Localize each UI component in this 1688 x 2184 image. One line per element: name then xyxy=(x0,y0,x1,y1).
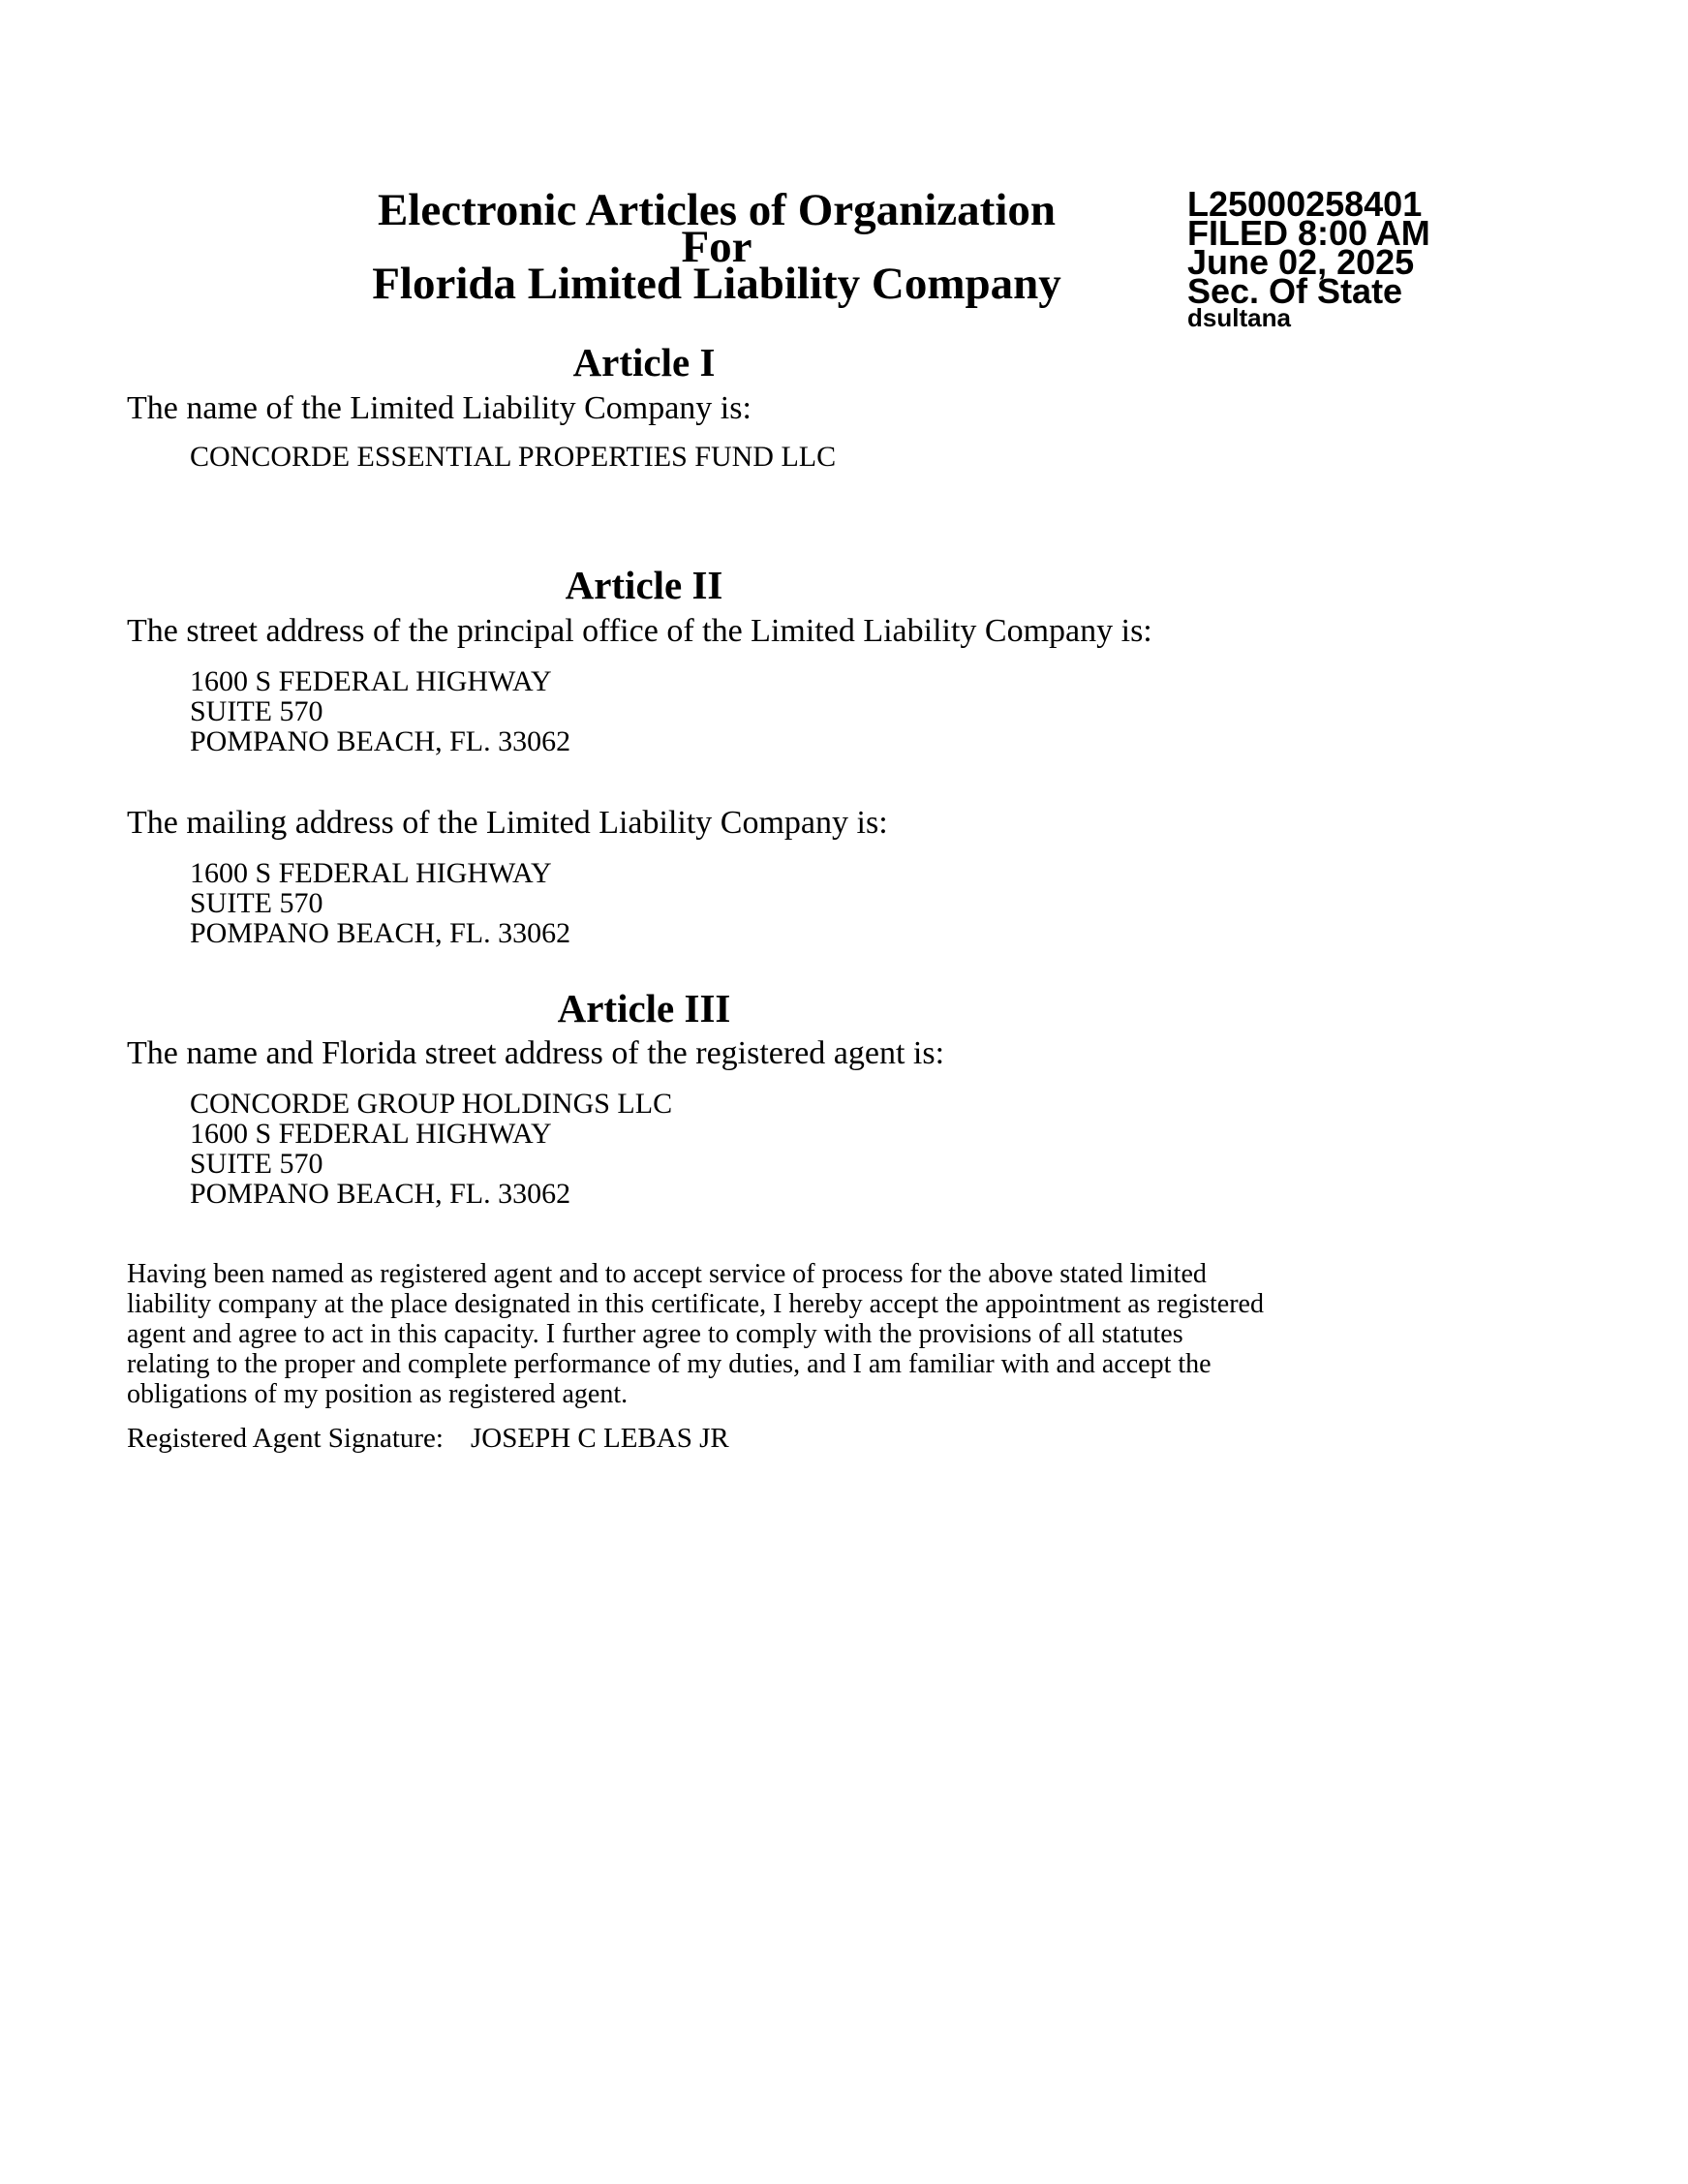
agent-acceptance-statement xyxy=(127,1259,1502,1409)
filed-time: FILED 8:00 AM xyxy=(1187,213,1430,253)
title-line-1: Electronic Articles of Organization xyxy=(377,185,1057,235)
address-line: 1600 S FEDERAL HIGHWAY xyxy=(190,665,552,697)
statement-line: obligations of my position as registered agent. xyxy=(127,1379,629,1409)
statement-line: agent and agree to act in this capacity. I further agree to comply with the provisions of all statutes xyxy=(127,1319,1183,1349)
title-line-2: For xyxy=(681,222,752,272)
article-2-heading: Article II xyxy=(565,563,723,607)
principal-office-lead: The street address of the principal office of the Limited Liability Company is: xyxy=(127,613,1152,649)
address-line: POMPANO BEACH, FL. 33062 xyxy=(190,725,571,757)
filing-office: Sec. Of State xyxy=(1187,271,1403,311)
document-title xyxy=(310,185,1123,309)
company-name-text: CONCORDE ESSENTIAL PROPERTIES FUND LLC xyxy=(190,441,837,473)
address-line: POMPANO BEACH, FL. 33062 xyxy=(190,917,571,949)
filed-date: June 02, 2025 xyxy=(1187,242,1415,282)
address-line: SUITE 570 xyxy=(190,887,323,919)
address-line: 1600 S FEDERAL HIGHWAY xyxy=(190,857,552,889)
statement-line: Having been named as registered agent and to accept service of process for the above stated limited xyxy=(127,1259,1207,1289)
mailing-address-lead: The mailing address of the Limited Liability Company is: xyxy=(127,805,888,841)
title-line-3: Florida Limited Liability Company xyxy=(372,259,1061,309)
document-number: L25000258401 xyxy=(1187,184,1423,224)
address-line: SUITE 570 xyxy=(190,1148,323,1180)
address-line: CONCORDE GROUP HOLDINGS LLC xyxy=(190,1088,673,1120)
mailing-address xyxy=(190,858,570,948)
signature-name: JOSEPH C LEBAS JR xyxy=(471,1423,729,1454)
filing-clerk: dsultana xyxy=(1187,303,1291,332)
statement-line: liability company at the place designated in this certificate, I hereby accept the appointment as registered xyxy=(127,1289,1264,1319)
article-1-heading: Article I xyxy=(572,340,716,385)
company-name xyxy=(190,442,836,472)
article-1-lead: The name of the Limited Liability Company is: xyxy=(127,390,752,426)
address-line: SUITE 570 xyxy=(190,695,323,727)
registered-agent-address xyxy=(190,1089,672,1209)
address-line: POMPANO BEACH, FL. 33062 xyxy=(190,1178,571,1210)
article-3-heading: Article III xyxy=(557,986,731,1030)
filing-stamp xyxy=(1187,184,1478,332)
principal-office-address xyxy=(190,666,570,756)
statement-line: relating to the proper and complete performance of my duties, and I am familiar with and accept the xyxy=(127,1349,1212,1379)
address-line: 1600 S FEDERAL HIGHWAY xyxy=(190,1118,552,1150)
agent-signature-line xyxy=(127,1422,729,1455)
registered-agent-lead: The name and Florida street address of the registered agent is: xyxy=(127,1035,945,1071)
signature-label: Registered Agent Signature: xyxy=(127,1423,444,1454)
